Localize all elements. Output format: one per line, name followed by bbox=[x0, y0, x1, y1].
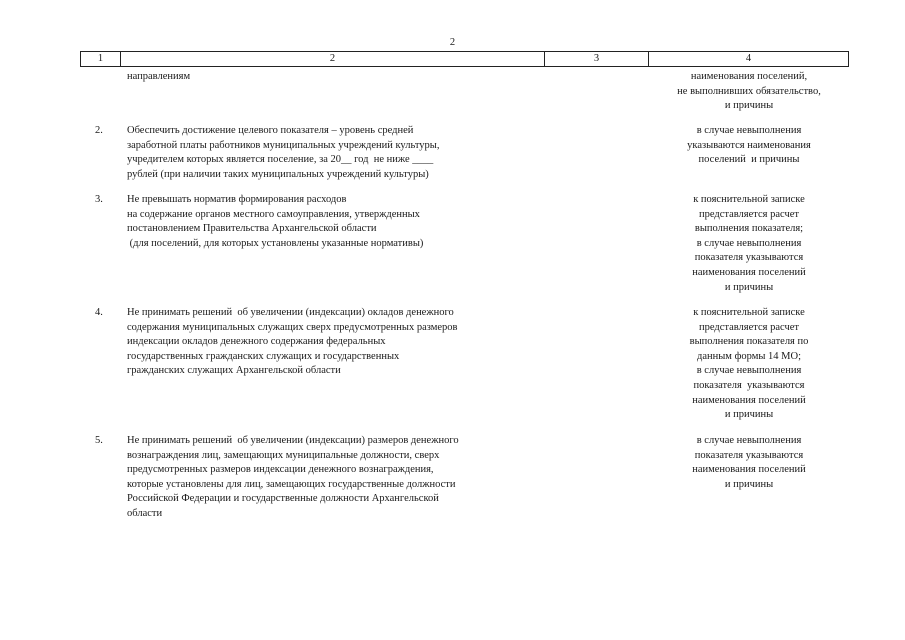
row-number: 5. bbox=[95, 435, 103, 446]
column-header-1: 1 bbox=[81, 52, 121, 67]
row-reporting-note: наименования поселений, не выполнивших обязательство, и причины bbox=[677, 71, 821, 112]
row-requirement: Не превышать норматив формирования расходов на содержание органов местного самоуправления, утвержденных постановлением Правительства Архангельской области (для поселений, для которых установлены указанные нормативы) bbox=[127, 194, 424, 249]
row-number: 4. bbox=[95, 307, 103, 318]
column-header-4: 4 bbox=[649, 52, 849, 67]
row-requirement: Не принимать решений об увеличении (индексации) размеров денежного вознаграждения лиц, замещающих муниципальные должности, сверх предусмотренных размеров индексации денежного вознаграждения, которые установлены для лиц, замещающих государственные должности Российской Федерации и государственные должности Архангельской области bbox=[127, 435, 459, 519]
row-requirement: Не принимать решений об увеличении (индексации) окладов денежного содержания муниципальных служащих сверх предусмотренных размеров индексации окладов денежного содержания федеральных государственных гражданских служащих и государственных гражданских служащих Архангельской области bbox=[127, 307, 458, 377]
row-reporting-note: в случае невыполнения указываются наименования поселений и причины bbox=[687, 125, 811, 166]
row-reporting-note: к пояснительной записке представляется расчет выполнения показателя; в случае невыполнения показателя указываются наименования поселений и причины bbox=[692, 194, 806, 293]
row-number: 3. bbox=[95, 194, 103, 205]
row-requirement: Обеспечить достижение целевого показателя – уровень средней заработной платы работников муниципальных учреждений культуры, учредителем которых является поселение, за 20__ год не ниже ____ рублей (при наличии таких муниципальных учреждений культуры) bbox=[127, 125, 440, 180]
row-requirement: направлениям bbox=[127, 71, 191, 82]
page-number: 2 bbox=[449, 37, 456, 48]
column-header-2: 2 bbox=[121, 52, 545, 67]
row-reporting-note: к пояснительной записке представляется расчет выполнения показателя по данным формы 14 МО; в случае невыполнения показателя указываются наименования поселений и причины bbox=[689, 307, 809, 421]
column-header-table bbox=[80, 51, 849, 67]
column-header-3: 3 bbox=[545, 52, 649, 67]
row-number: 2. bbox=[95, 125, 103, 136]
row-reporting-note: в случае невыполнения показателя указываются наименования поселений и причины bbox=[692, 435, 806, 490]
